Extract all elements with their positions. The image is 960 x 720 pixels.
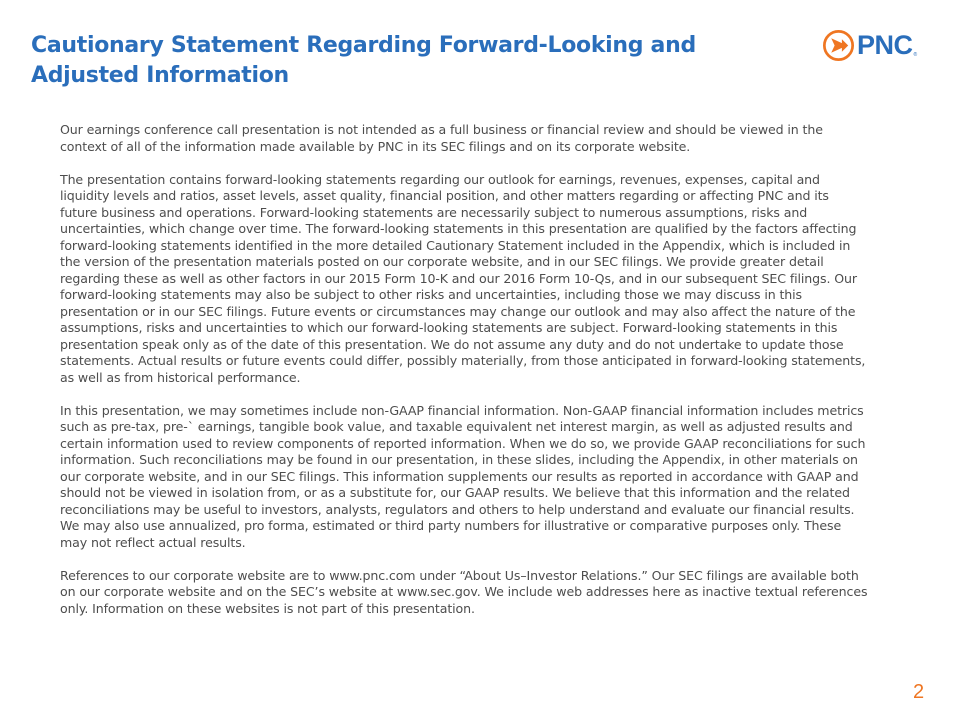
logo-wordmark: PNC: [857, 29, 913, 60]
pnc-logo-mark-icon: [823, 30, 854, 61]
registered-mark: ®: [913, 52, 918, 58]
page-title: Cautionary Statement Regarding Forward-Looking and Adjusted Information: [31, 33, 696, 88]
paragraph-non-gaap: In this presentation, we may sometimes include non-GAAP financial information. Non-GAAP financial information includes metrics such as pre-tax, pre-` earnings, tangible book value, and taxable equivalent net interest margin, as well as adjusted results and certain information used to review components of reported information. When we do so, we provide GAAP reconciliations for such information. Such reconciliations may be found in our presentation, in these slides, including the Appendix, in other materials on our corporate website, and in our SEC filings. This information supplements our results as reported in accordance with GAAP and should not be viewed in isolation from, or as a substitute for, our GAAP results. We believe that this information and the related reconciliations may be useful to investors, analysts, regulators and others to help understand and evaluate our financial results. We may also use annualized, pro forma, estimated or third party numbers for illustrative or comparative purposes only. These may not reflect actual results.: [60, 402, 866, 550]
cautionary-statement-body: [60, 122, 868, 634]
page-number: 2: [913, 681, 925, 703]
pnc-logo: [823, 28, 917, 62]
paragraph-website-references: References to our corporate website are to www.pnc.com under “About Us–Investor Relations.” Our SEC filings are available both on our corporate website and on the SEC’s website at www.sec.gov. We include web addresses here as inactive textual references only. Information on these websites is not part of this presentation.: [60, 567, 868, 616]
paragraph-forward-looking: The presentation contains forward-looking statements regarding our outlook for earnings, revenues, expenses, capital and liquidity levels and ratios, asset levels, asset quality, financial position, and other matters regarding or affecting PNC and its future business and operations. Forward-looking statements are necessarily subject to numerous assumptions, risks and uncertainties, which change over time. The forward-looking statements in this presentation are qualified by the factors affecting forward-looking statements identified in the more detailed Cautionary Statement included in the Appendix, which is included in the version of the presentation materials posted on our corporate website, and in our SEC filings. We provide greater detail regarding these as well as other factors in our 2015 Form 10-K and our 2016 Form 10-Qs, and in our subsequent SEC filings. Our forward-looking statements may also be subject to other risks and uncertainties, including those we may discuss in this presentation or in our SEC filings. Future events or circumstances may change our outlook and may also affect the nature of the assumptions, risks and uncertainties to which our forward-looking statements are subject. Forward-looking statements in this presentation speak only as of the date of this presentation. We do not assume any duty and do not undertake to update those statements. Actual results or future events could differ, possibly materially, from those anticipated in forward-looking statements, as well as from historical performance.: [60, 171, 866, 385]
paragraph-intro: Our earnings conference call presentation is not intended as a full business or financial review and should be viewed in the context of all of the information made available by PNC in its SEC filings and on its corporate website.: [60, 122, 823, 154]
